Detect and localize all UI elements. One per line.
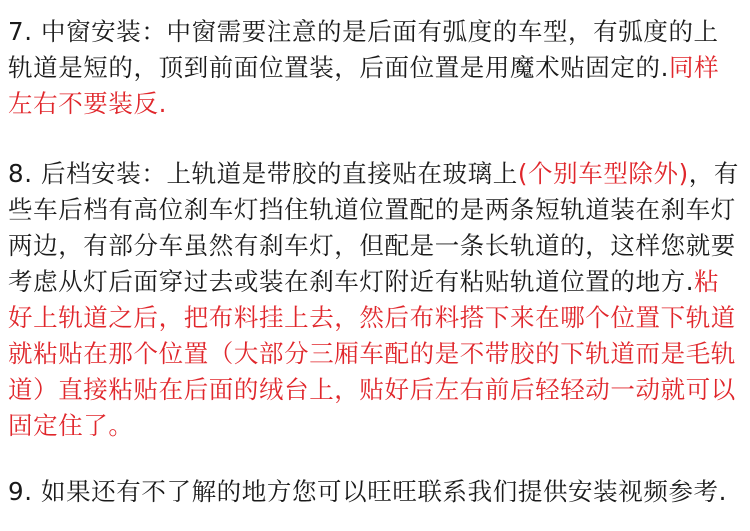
step-8-emphasis: 粘好上轨道之后，把布料挂上去，然后布料搭下来在哪个位置下轨道就粘贴在那个位置（大部分三厢车配的是不带胶的下轨道而是毛轨道）直接粘贴在后面的绒台上，贴好后左右前后轻轻动一动就可以固定住了。 <box>8 267 736 440</box>
step-9-text: 9. 如果还有不了解的地方您可以旺旺联系我们提供安装视频参考. <box>8 477 728 506</box>
step-7-warning: 同样左右不要装反. <box>8 53 720 118</box>
step-8-details: ，有些车后档有高位刹车灯挡住轨道位置配的是两条短轨道装在刹车灯两边，有部分车虽然有刹车灯，但配是一条长轨道的，这样您就要考虑从灯后面穿过去或装在刹车灯附近有粘贴轨道位置的地方. <box>8 159 739 296</box>
step-7-middle-window <box>8 14 742 122</box>
step-8-intro: 8. 后档安装：上轨道是带胶的直接贴在玻璃上 <box>8 159 518 188</box>
step-8-rear-window <box>8 156 742 444</box>
step-9-contact <box>8 474 742 510</box>
step-8-exception-note: (个别车型除外) <box>517 159 689 188</box>
step-7-text: 7. 中窗安装：中窗需要注意的是后面有弧度的车型，有弧度的上轨道是短的，顶到前面位置装，后面位置是用魔术贴固定的. <box>8 17 719 82</box>
